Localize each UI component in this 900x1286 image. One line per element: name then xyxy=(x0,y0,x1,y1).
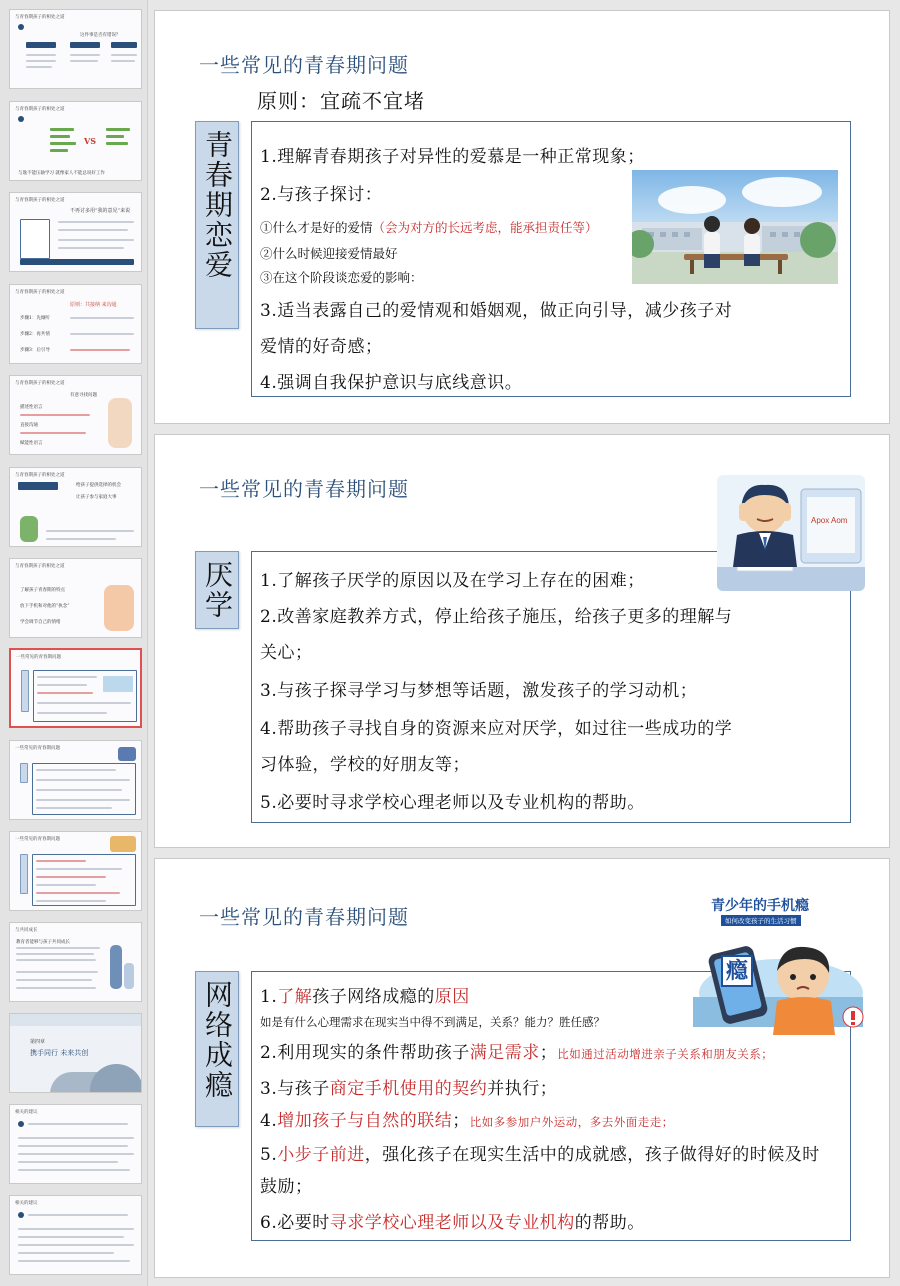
stressed-student-illustration: Apox Aom xyxy=(717,475,865,591)
slide-title: 一些常见的青春期问题 xyxy=(199,53,409,77)
slide-thumbnail-5[interactable]: 与青春期孩子的相处之道 有意寻找问题 描述性语言 直接沟通 赋能性语言 xyxy=(9,375,142,455)
slide-thumbnail-10[interactable]: 一些常见的青春期问题 xyxy=(9,831,142,911)
slide-thumbnail-12[interactable]: 第四章 携手同行 未来共创 xyxy=(9,1013,142,1093)
couple-bench-illustration xyxy=(632,170,838,284)
topic-label: 青春期恋爱 xyxy=(195,121,239,329)
slide-internet-addiction xyxy=(154,858,890,1278)
slide-thumbnail-panel xyxy=(0,0,148,1286)
slide-thumbnail-11[interactable]: 与共同成长 教育者能够与孩子共同成长 xyxy=(9,922,142,1002)
topic-label: 厌学 xyxy=(195,551,239,629)
slide-title: 一些常见的青春期问题 xyxy=(199,905,409,929)
slide-thumbnail-3[interactable]: 与青春期孩子的相处之道 不再讨多用“我的意见”来说 xyxy=(9,192,142,272)
slide-school-weariness xyxy=(154,434,890,848)
slide-adolescent-love xyxy=(154,10,890,424)
slide-thumbnail-9[interactable]: 一些常见的青春期问题 xyxy=(9,740,142,820)
slide-title: 一些常见的青春期问题 xyxy=(199,477,409,501)
slide-thumbnail-1[interactable]: 与青春期孩子的相处之道 这件事是否有错误？ xyxy=(9,9,142,89)
phone-addiction-illustration: 青少年的手机瘾 如何改变孩子的生活习惯 瘾 xyxy=(685,889,869,1039)
principle-text: 原则：宜疏不宜堵 xyxy=(257,89,425,113)
content-box: 1.理解青春期孩子对异性的爱慕是一种正常现象； 2.与孩子探讨： ①什么才是好的爱情（会为对方的长远考虑，能承担责任等） ②什么时候迎接爱情最好 ③在这个阶段谈恋爱的影响： 3.适当表露自己的爱情观和婚姻观，做正向引导，减少孩子对 爱情的好奇感； 4.强调自我保护意识与底线意识。 xyxy=(251,121,851,397)
slide-thumbnail-6[interactable]: 与青春期孩子的相处之道 给孩子提供选择的机会 让孩子参与家庭大事 xyxy=(9,467,142,547)
slide-thumbnail-14[interactable]: 相关的建议 xyxy=(9,1195,142,1275)
content-box: 1.了解孩子厌学的原因以及在学习上存在的困难； 2.改善家庭教养方式，停止给孩子施压，给孩子更多的理解与 关心； 3.与孩子探寻学习与梦想等话题，激发孩子的学习动机； 4.帮助孩子寻找自身的资源来应对厌学，如过往一些成功的学 习体验，学校的好朋友等； 5.必要时寻求学校心理老师以及专业机构的帮助。 xyxy=(251,551,851,823)
slide-thumbnail-2[interactable]: 与青春期孩子的相处之道 VS 与逸不能压轴学习 就像家人不能总说好工作 xyxy=(9,101,142,181)
slide-thumbnail-7[interactable]: 与青春期孩子的相处之道 了解孩子青春期的特点 放下手机和对他的“执念” 学会调节自己的情绪 xyxy=(9,558,142,638)
slide-thumbnail-13[interactable]: 相关的建议 xyxy=(9,1104,142,1184)
content-box: 1.了解孩子网络成瘾的原因 如是有什么心理需求在现实当中得不到满足，关系？能力？胜任感？ 2.利用现实的条件帮助孩子满足需求；比如通过活动增进亲子关系和朋友关系； 3.与孩子商定手机使用的契约并执行； 4.增加孩子与自然的联结；比如多参加户外运动，多去外面走走； 5.小步子前进，强化孩子在现实生活中的成就感，孩子做得好的时候及时 鼓励； 6.必要时寻求学校心理老师以及专业机构的帮助。 xyxy=(251,971,851,1241)
slide-thumbnail-8[interactable]: 一些常见的青春期问题 xyxy=(9,648,142,728)
slide-thumbnail-4[interactable]: 与青春期孩子的相处之道 原则：共接纳 来沟通 步骤1：先倾听 步骤2：再共情 步骤3：后引导 xyxy=(9,284,142,364)
topic-label: 网络成瘾 xyxy=(195,971,239,1127)
